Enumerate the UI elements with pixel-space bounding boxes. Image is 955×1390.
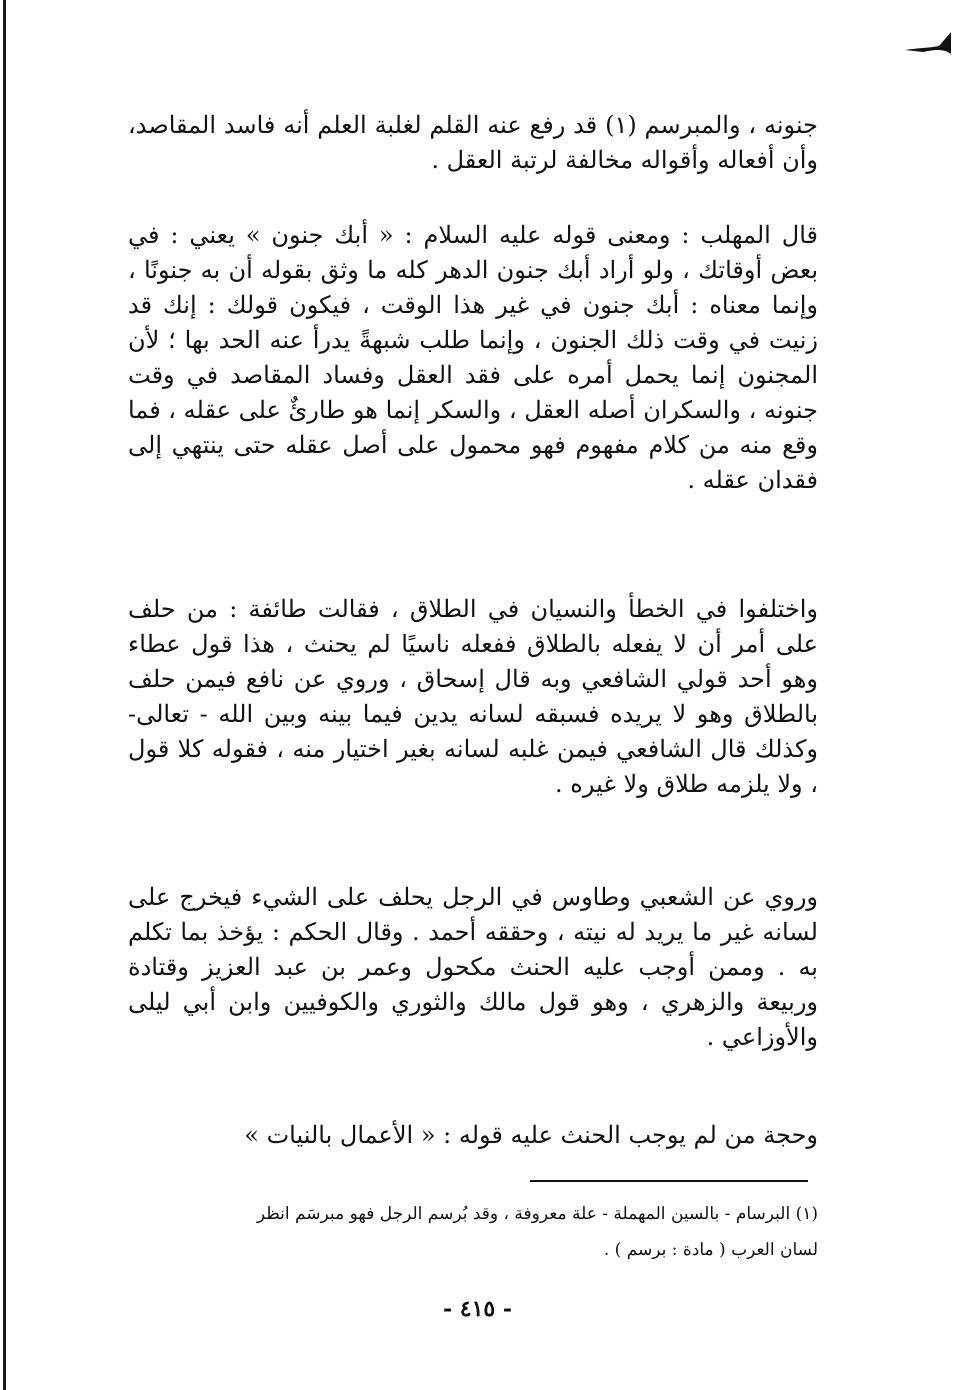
footnote-separator (530, 1180, 808, 1182)
footnote (128, 1196, 818, 1268)
paragraph-1: جنونه ، والمبرسم (١) قد رفع عنه القلم لغلبة العلم أنه فاسد المقاصد، وأن أفعاله وأقواله مخالفة لرتبة العقل . (128, 111, 819, 174)
footnote-line-2: لسان العرب ( مادة : برسم ) . (603, 1240, 818, 1260)
paragraph-5: وحجة من لم يوجب الحنث عليه قوله : « الأعمال بالنيات » (244, 1121, 818, 1149)
paragraph-3: واختلفوا في الخطأ والنسيان في الطلاق ، فقالت طائفة : من حلف على أمر أن لا يفعله بالطلاق ففعله ناسيًا لم يحنث ، هذا قول عطاء وهو أحد قولي الشافعي وبه قال إسحاق ، وروي عن نافع فيمن حلف بالطلاق وهو لا يريده فسبقه لسانه يدين فيما بينه وبين الله - تعالى- وكذلك قال الشافعي فيمن غلبه لسانه بغير اختيار منه ، فقوله كلا قول ، ولا يلزمه طلاق ولا غيره . (128, 595, 818, 798)
paragraph-4: وروي عن الشعبي وطاوس في الرجل يحلف على الشيء فيخرج على لسانه غير ما يريد له نيته ، وحققه أحمد . وقال الحكم : يؤخذ بما تكلم به . وممن أوجب عليه الحنث مكحول وعمر بن عبد العزيز وقتادة وربيعة والزهري ، وهو قول مالك والثوري والكوفيين وابن أبي ليلى والأوزاعي . (128, 883, 818, 1051)
footnote-line-1: (١) البرسام - بالسين المهملة - علة معروفة ، وقد بُرسم الرجل فهو مبرسَم انظر (256, 1204, 818, 1224)
paragraph-2: قال المهلب : ومعنى قوله عليه السلام : « أبك جنون » يعني : في بعض أوقاتك ، ولو أراد أبك جنون الدهر كله ما وثق بقوله أن به جنونًا ، وإنما معناه : أبك جنون في غير هذا الوقت ، فيكون قولك : إنك قد زنيت في وقت ذلك الجنون ، وإنما طلب شبهةً يدرأ عنه الحد بها ؛ لأن المجنون إنما يحمل أمره على فقد العقل وفساد المقاصد في وقت جنونه ، والسكران أصله العقل ، والسكر إنما هو طارئٌ على عقله ، فما وقع منه من كلام مفهوم فهو محمول على أصل عقله حتى ينتهي إلى فقدان عقله . (128, 221, 818, 494)
page-number: - ٤١٥ - (442, 1296, 513, 1322)
corner-mark-icon (903, 28, 953, 56)
page-edge-rule (3, 0, 6, 1390)
